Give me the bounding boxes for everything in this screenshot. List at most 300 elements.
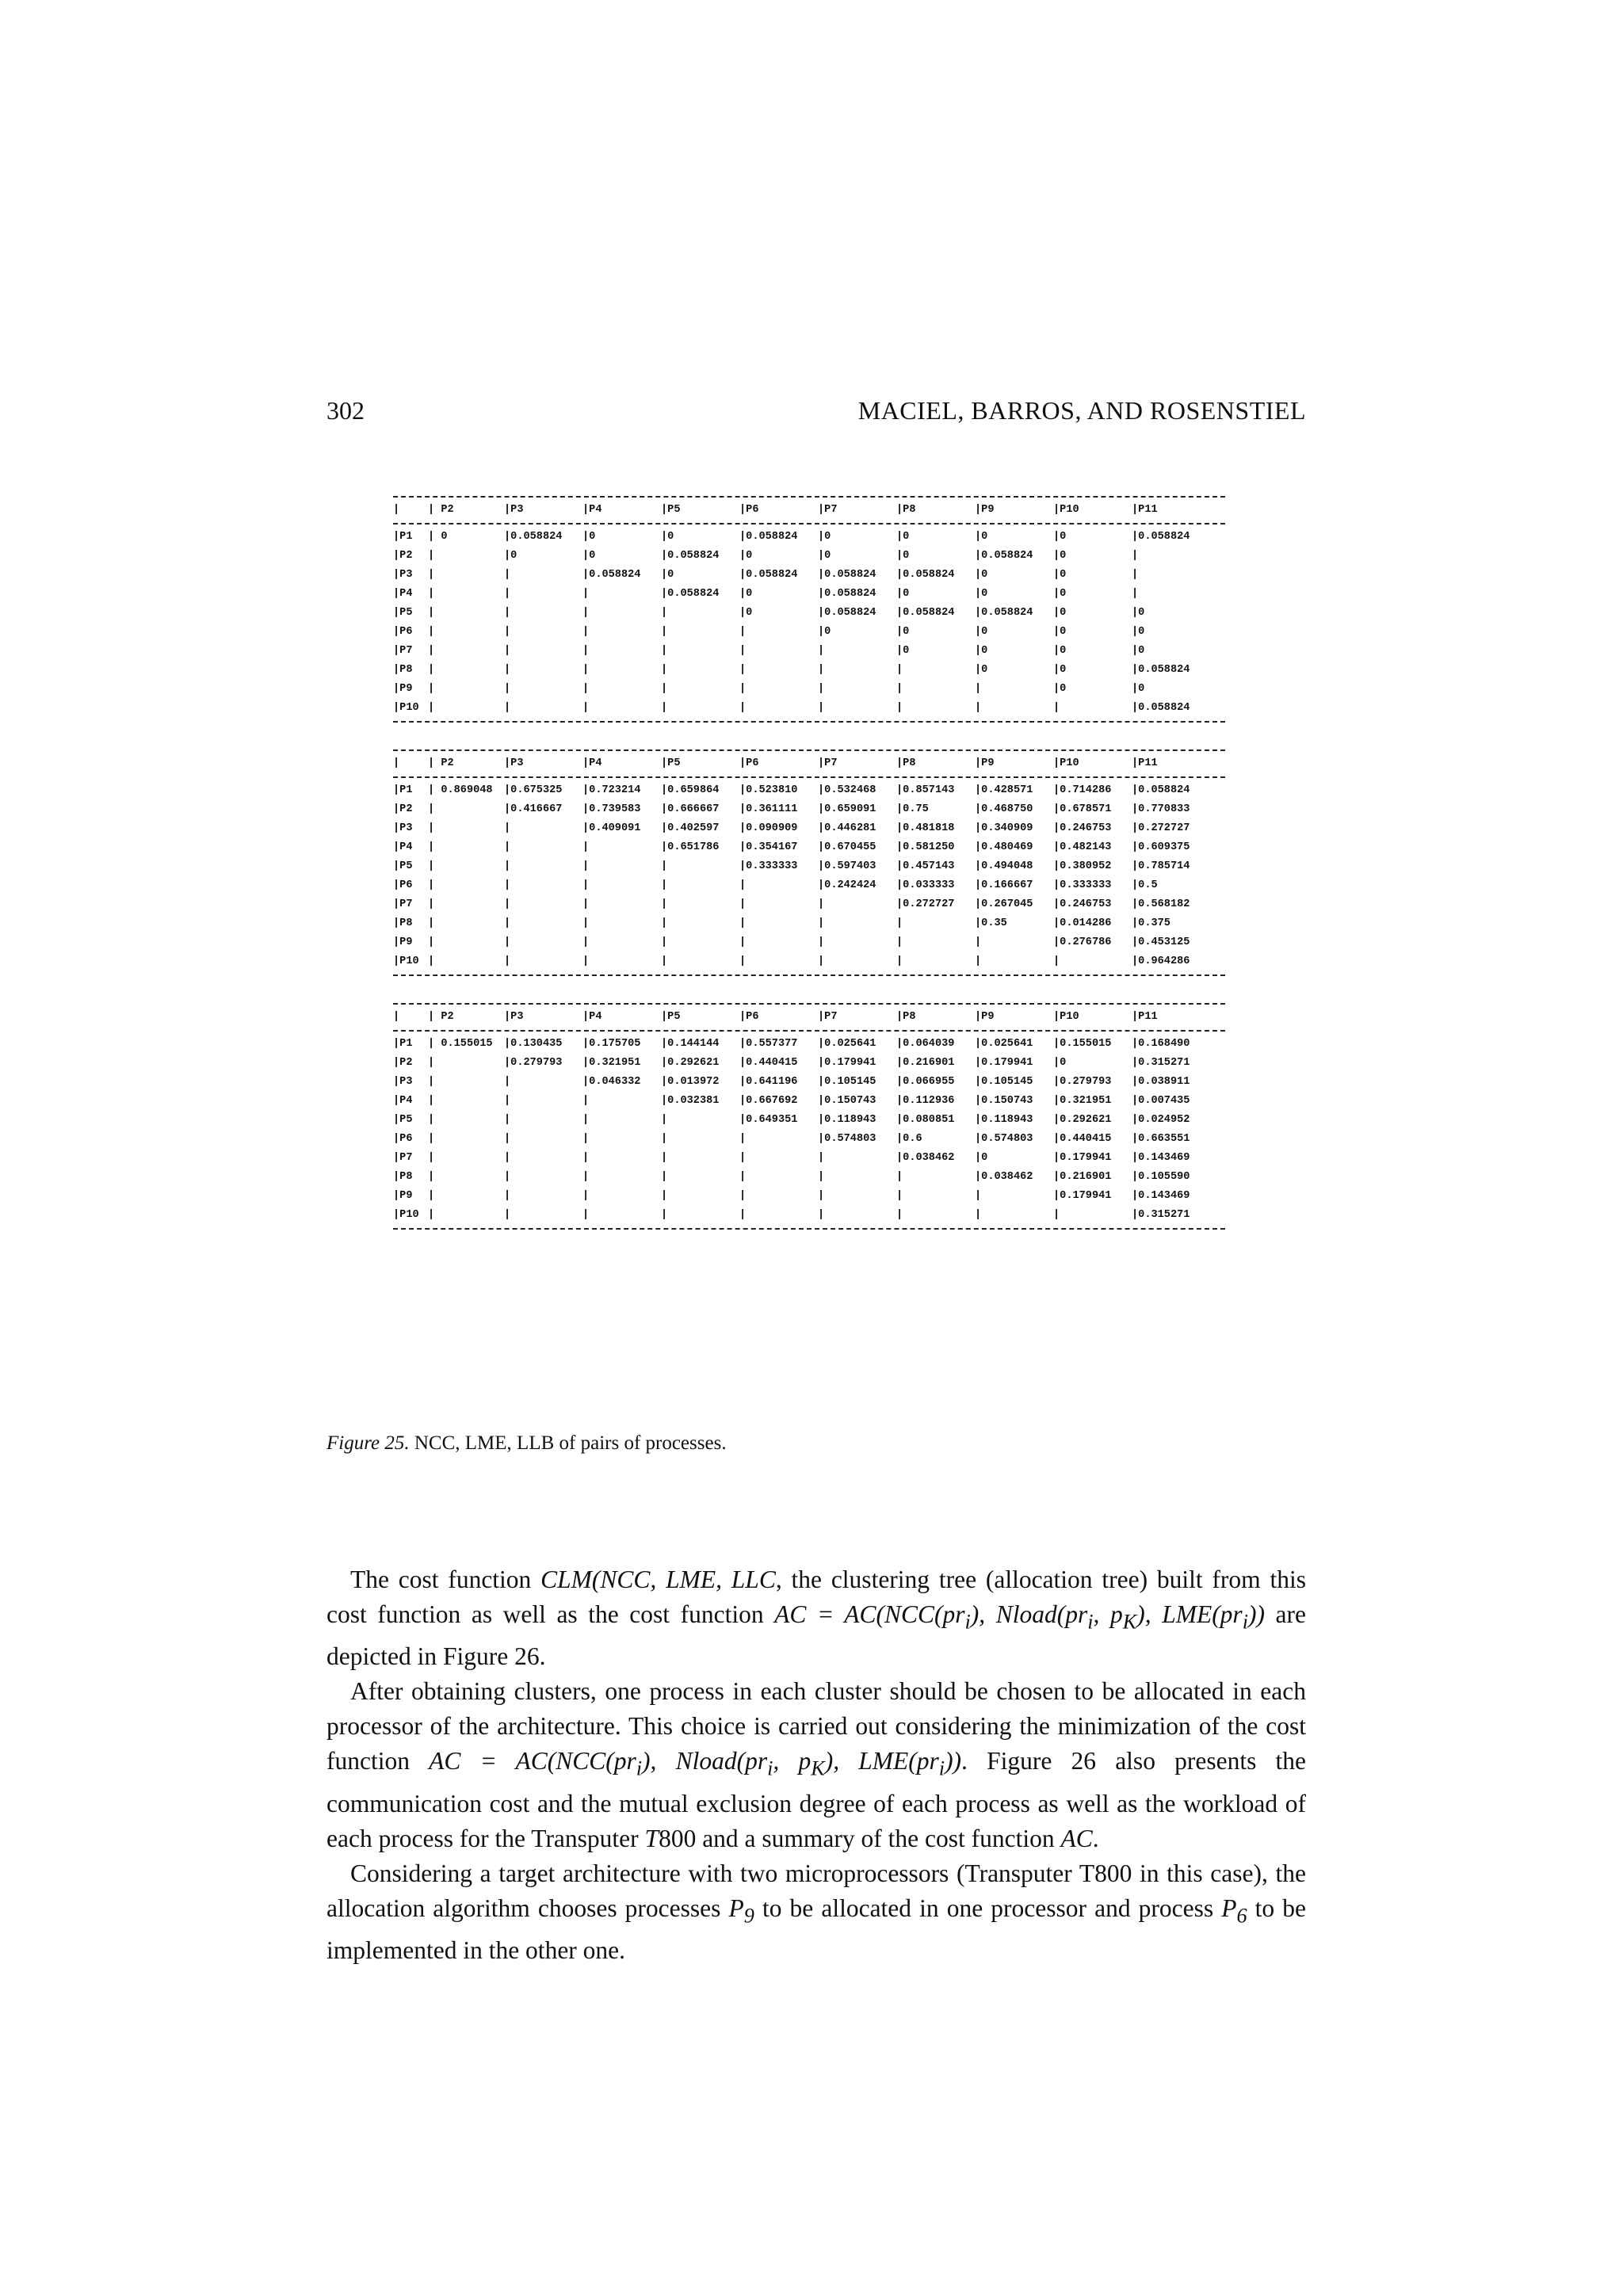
table-cell: |0.279793 [504, 1057, 563, 1069]
column-header: |P6 [739, 504, 759, 516]
table-cell: | [582, 588, 590, 600]
table-cell: |0.714286 [1053, 784, 1112, 796]
table-cell: | [428, 1152, 441, 1164]
table-cell: |0.609375 [1132, 841, 1190, 853]
row-label: |P10 [393, 955, 419, 967]
table-cell: |0 [1132, 607, 1145, 619]
table-cell: |0 [1132, 683, 1145, 695]
table-cell: |0.659091 [818, 803, 876, 815]
table-cell: | [818, 1152, 825, 1164]
table-cell: | [661, 898, 668, 910]
table-cell: |0.058824 [818, 569, 876, 581]
paragraph-2 [327, 1674, 1306, 1855]
table-cell: | [504, 936, 511, 948]
running-head: MACIEL, BARROS, AND ROSENSTIEL [857, 396, 1306, 425]
table-cell: |0.105145 [818, 1076, 876, 1088]
table-row [393, 566, 1210, 585]
table-cell: |0.428571 [975, 784, 1033, 796]
table-cell: |0.5 [1132, 879, 1158, 891]
table-cell: |0 [975, 626, 988, 638]
table-cell: | [582, 664, 590, 676]
table-cell: | [504, 607, 511, 619]
math-span: T [644, 1824, 659, 1852]
table-cell: | [896, 683, 903, 695]
table-cell: |0.058824 [896, 569, 955, 581]
table-cell: | [739, 1171, 747, 1183]
row-label: |P4 [393, 841, 413, 853]
table-cell: |0.038462 [896, 1152, 955, 1164]
table-cell: | [428, 841, 441, 853]
column-header: |P6 [739, 757, 759, 769]
math-span [1221, 1894, 1247, 1927]
math-part: AC = AC(NCC(pr [774, 1600, 965, 1628]
table-cell: |0.333333 [1053, 879, 1112, 891]
table-cell: |0.416667 [504, 803, 563, 815]
table-cell: |0.315271 [1132, 1209, 1190, 1221]
table-row [393, 1054, 1210, 1073]
column-header: |P10 [1053, 757, 1079, 769]
table-cell: | [582, 1095, 590, 1107]
pair-table-body [393, 781, 1210, 971]
table-cell: |0.038462 [975, 1171, 1033, 1183]
column-header: |P9 [975, 757, 995, 769]
text-span: 800 and a summary of the cost function [659, 1824, 1061, 1852]
table-cell: | [504, 879, 511, 891]
table-cell: | [739, 626, 747, 638]
row-label: |P9 [393, 936, 413, 948]
header-corner-cell: | [393, 757, 400, 769]
column-header: |P9 [975, 504, 995, 516]
table-row [393, 528, 1210, 547]
table-cell: | [428, 1114, 441, 1126]
table-cell: |0.058824 [661, 588, 720, 600]
caption-label: Figure 25. [327, 1432, 410, 1454]
row-label: |P1 [393, 1038, 413, 1050]
table-cell: | [428, 955, 441, 967]
column-header: |P4 [582, 757, 602, 769]
table-cell: | [661, 683, 668, 695]
table-cell: | [428, 879, 441, 891]
table-cell: | [582, 860, 590, 872]
table-cell: |0 [818, 550, 831, 562]
table-cell: |0.143469 [1132, 1190, 1190, 1202]
row-label: |P10 [393, 702, 419, 714]
table-row [393, 1035, 1210, 1054]
table-cell: | [428, 1057, 441, 1069]
table-cell: | [504, 841, 511, 853]
table-cell: | [504, 822, 511, 834]
row-label: |P8 [393, 1171, 413, 1183]
table-cell: | [428, 1076, 441, 1088]
table-cell: |0.666667 [661, 803, 720, 815]
table-cell: |0.058824 [896, 607, 955, 619]
table-row [393, 800, 1210, 819]
table-cell: |0.532468 [818, 784, 876, 796]
table-cell: | [739, 936, 747, 948]
table-header-row [393, 754, 1210, 773]
table-row [393, 680, 1210, 699]
table-row [393, 661, 1210, 680]
text-span: are depicted in Figure 26. [327, 1600, 1307, 1671]
table-cell: | [1132, 569, 1139, 581]
column-header: |P3 [504, 1011, 524, 1023]
table-cell: | [582, 1209, 590, 1221]
table-cell: |0.667692 [739, 1095, 798, 1107]
dashed-rule [393, 749, 1225, 751]
column-header: |P11 [1132, 504, 1158, 516]
table-cell: |0 [739, 607, 753, 619]
dashed-rule [393, 496, 1225, 498]
table-cell: | [661, 1171, 668, 1183]
table-cell: | [504, 1076, 511, 1088]
math-sub: 9 [743, 1903, 754, 1927]
table-cell: |0 [582, 550, 596, 562]
table-cell: | [975, 683, 982, 695]
table-cell: | [428, 550, 441, 562]
table-cell: | [661, 1209, 668, 1221]
table-row [393, 1206, 1210, 1225]
table-cell: | [661, 626, 668, 638]
table-cell: |0 [896, 645, 910, 657]
table-cell: |0.279793 [1053, 1076, 1112, 1088]
table-cell: |0.105590 [1132, 1171, 1190, 1183]
table-cell: | [504, 1114, 511, 1126]
row-label: |P5 [393, 607, 413, 619]
table-cell: |0.574803 [818, 1133, 876, 1145]
table-cell: | [661, 955, 668, 967]
text-span: , the clustering tree (allocation tree) built from this cost function as well as the cost function [327, 1566, 1306, 1628]
table-cell: |0 [818, 531, 831, 543]
table-cell: |0.166667 [975, 879, 1033, 891]
pair-table [393, 501, 1210, 520]
table-cell: | [582, 898, 590, 910]
row-label: |P5 [393, 1114, 413, 1126]
table-cell: | [582, 645, 590, 657]
table-cell: |0.568182 [1132, 898, 1190, 910]
dashed-rule [393, 974, 1225, 976]
table-cell: | [818, 1190, 825, 1202]
table-cell: |0.361111 [739, 803, 798, 815]
table-cell: |0.058824 [975, 550, 1033, 562]
table-cell: |0.523810 [739, 784, 798, 796]
math-sub: 6 [1236, 1903, 1247, 1927]
table-row [393, 895, 1210, 914]
table-cell: |0.024952 [1132, 1114, 1190, 1126]
row-label: |P1 [393, 784, 413, 796]
table-row [393, 1168, 1210, 1187]
column-header: |P6 [739, 1011, 759, 1023]
table-row [393, 1149, 1210, 1168]
table-cell: | [896, 917, 903, 929]
table-cell: |0.066955 [896, 1076, 955, 1088]
header-corner-cell: | [393, 1011, 400, 1023]
table-cell: | [661, 702, 668, 714]
table-row [393, 838, 1210, 857]
table-cell: | [504, 1133, 511, 1145]
table-cell: |0.179941 [818, 1057, 876, 1069]
row-label: |P9 [393, 683, 413, 695]
table-cell: |0.216901 [1053, 1171, 1112, 1183]
table-cell: | [896, 1171, 903, 1183]
table-cell: |0.246753 [1053, 822, 1112, 834]
table-cell: | [661, 645, 668, 657]
math-part: P [1221, 1894, 1237, 1922]
table-cell: |0.964286 [1132, 955, 1190, 967]
table-cell: | [504, 1190, 511, 1202]
table-cell: | [428, 607, 441, 619]
table-cell: | [896, 955, 903, 967]
table-cell: |0.315271 [1132, 1057, 1190, 1069]
table-cell: | 0.869048 [428, 784, 493, 796]
table-cell: |0.409091 [582, 822, 641, 834]
table-cell: |0.105145 [975, 1076, 1033, 1088]
page-header [327, 396, 1306, 428]
math-part: AC = AC(NCC(pr [429, 1747, 636, 1775]
table-cell: | [739, 1209, 747, 1221]
table-cell: |0.130435 [504, 1038, 563, 1050]
table-row [393, 876, 1210, 895]
table-cell: |0.292621 [1053, 1114, 1112, 1126]
row-label: |P3 [393, 569, 413, 581]
math-sub: i [767, 1756, 773, 1780]
table-row [393, 642, 1210, 661]
table-cell: | [428, 1133, 441, 1145]
table-cell: |0 [975, 588, 988, 600]
table-cell: | [504, 1171, 511, 1183]
table-cell: |0 [1053, 664, 1067, 676]
table-cell: |0.080851 [896, 1114, 955, 1126]
table-cell: |0.025641 [818, 1038, 876, 1050]
table-cell: |0 [1053, 588, 1067, 600]
table-cell: |0.216901 [896, 1057, 955, 1069]
table-cell: | [504, 626, 511, 638]
table-cell: | [428, 1095, 441, 1107]
table-cell: |0.179941 [1053, 1152, 1112, 1164]
math-sub: i [938, 1756, 945, 1780]
table-cell: |0.675325 [504, 784, 563, 796]
table-cell: |0.723214 [582, 784, 641, 796]
math-span: CLM(NCC, LME, LLC [540, 1566, 776, 1593]
table-cell: |0.058824 [818, 607, 876, 619]
math-sub: i [636, 1756, 643, 1780]
table-cell: |0.659864 [661, 784, 720, 796]
table-cell: |0.267045 [975, 898, 1033, 910]
table-cell: | [582, 1171, 590, 1183]
table-row [393, 1092, 1210, 1111]
table-cell: |0.058824 [975, 607, 1033, 619]
row-label: |P3 [393, 822, 413, 834]
table-cell: |0.402597 [661, 822, 720, 834]
table-cell: |0 [504, 550, 517, 562]
text-span: to be implemented in the other one. [327, 1894, 1307, 1964]
table-cell: | [739, 1190, 747, 1202]
math-span [774, 1600, 1265, 1634]
table-cell: | [504, 664, 511, 676]
table-cell: |0 [661, 531, 674, 543]
table-cell: |0 [739, 550, 753, 562]
table-cell: | [739, 879, 747, 891]
pair-table-body [393, 528, 1210, 718]
row-label: |P10 [393, 1209, 419, 1221]
table-cell: | [428, 860, 441, 872]
table-cell: |0.440415 [1053, 1133, 1112, 1145]
table-cell: | [582, 1152, 590, 1164]
table-cell: |0 [1053, 1057, 1067, 1069]
math-part: ), Nload(pr [970, 1600, 1088, 1628]
table-cell: |0 [896, 626, 910, 638]
table-cell: | [1053, 955, 1060, 967]
row-label: |P2 [393, 550, 413, 562]
math-span: AC [1060, 1824, 1093, 1852]
table-cell: |0 [1053, 550, 1067, 562]
dashed-rule [393, 1228, 1225, 1230]
column-header: |P11 [1132, 757, 1158, 769]
table-cell: |0.007435 [1132, 1095, 1190, 1107]
table-cell: | [428, 898, 441, 910]
table-cell: | [428, 1209, 441, 1221]
row-label: |P6 [393, 879, 413, 891]
row-label: |P3 [393, 1076, 413, 1088]
table-cell: |0.033333 [896, 879, 955, 891]
column-header: |P11 [1132, 1011, 1158, 1023]
row-label: |P4 [393, 1095, 413, 1107]
dashed-rule [393, 1003, 1225, 1005]
table-cell: |0.494048 [975, 860, 1033, 872]
table-cell: | [582, 917, 590, 929]
table-cell: | [896, 702, 903, 714]
table-cell: | [504, 1095, 511, 1107]
column-header: |P7 [818, 1011, 838, 1023]
table-cell: |0.025641 [975, 1038, 1033, 1050]
lme-table [393, 749, 1225, 976]
table-header-row [393, 1008, 1210, 1027]
table-cell: | [504, 645, 511, 657]
math-part: P [728, 1894, 744, 1922]
table-cell: | [428, 702, 441, 714]
table-cell: | [661, 917, 668, 929]
body-text [327, 1562, 1306, 1968]
table-cell: | [582, 683, 590, 695]
table-cell: |0.6 [896, 1133, 922, 1145]
table-cell: |0.581250 [896, 841, 955, 853]
llb-table [393, 1003, 1225, 1230]
table-cell: |0.481818 [896, 822, 955, 834]
table-cell: |0 [1053, 607, 1067, 619]
table-cell: | [1132, 588, 1139, 600]
table-cell: |0.354167 [739, 841, 798, 853]
table-cell: | [818, 1171, 825, 1183]
table-cell: | [428, 664, 441, 676]
dashed-rule [393, 523, 1225, 524]
table-cell: |0.058824 [1132, 531, 1190, 543]
table-cell: |0.058824 [1132, 784, 1190, 796]
table-cell: | [582, 1133, 590, 1145]
paragraph-1 [327, 1562, 1306, 1674]
table-cell: | [428, 917, 441, 929]
table-cell: | 0 [428, 531, 448, 543]
math-sub: K [811, 1756, 825, 1780]
column-header: |P8 [896, 504, 916, 516]
table-cell: | [896, 936, 903, 948]
table-cell: | [818, 955, 825, 967]
column-header: |P5 [661, 757, 681, 769]
table-cell: |0.276786 [1053, 936, 1112, 948]
text-span: . Figure 26 also presents the communication cost and the mutual exclusion degree of each process as well as the workload of each process for the Transputer [327, 1747, 1307, 1852]
table-row [393, 933, 1210, 952]
table-cell: |0.468750 [975, 803, 1033, 815]
table-cell: | [582, 626, 590, 638]
table-cell: |0.857143 [896, 784, 955, 796]
table-cell: |0.144144 [661, 1038, 720, 1050]
table-cell: |0.739583 [582, 803, 641, 815]
table-cell: |0.480469 [975, 841, 1033, 853]
table-cell: |0.574803 [975, 1133, 1033, 1145]
text-span: Considering a target architecture with two microprocessors (Transputer T800 in this case), the allocation algorithm chooses processes [327, 1859, 1306, 1922]
pair-table [393, 754, 1210, 773]
text-span: After obtaining clusters, one process in each cluster should be chosen to be allocated in each processor of the architecture. This choice is carried out considering the minimization of the cost function [327, 1677, 1306, 1775]
table-cell: | [582, 841, 590, 853]
math-sub: i [1242, 1610, 1248, 1634]
table-cell: |0 [1053, 569, 1067, 581]
table-cell: |0 [1132, 645, 1145, 657]
table-cell: |0.321951 [582, 1057, 641, 1069]
table-cell: |0.168490 [1132, 1038, 1190, 1050]
table-cell: |0 [896, 588, 910, 600]
table-cell: |0.150743 [975, 1095, 1033, 1107]
table-cell: | [504, 1209, 511, 1221]
table-cell: | [818, 683, 825, 695]
table-cell: | [896, 1190, 903, 1202]
table-cell: |0 [975, 645, 988, 657]
table-cell: |0.375 [1132, 917, 1170, 929]
table-cell: | [504, 898, 511, 910]
dashed-rule [393, 1030, 1225, 1032]
table-cell: | [504, 917, 511, 929]
table-cell: |0.150743 [818, 1095, 876, 1107]
table-cell: | [582, 955, 590, 967]
table-cell: |0.179941 [975, 1057, 1033, 1069]
table-row [393, 781, 1210, 800]
table-cell: |0.457143 [896, 860, 955, 872]
table-cell: |0.064039 [896, 1038, 955, 1050]
table-cell: | [975, 702, 982, 714]
table-cell: | [582, 702, 590, 714]
table-cell: |0 [975, 531, 988, 543]
column-header: |P4 [582, 1011, 602, 1023]
column-header: |P3 [504, 504, 524, 516]
table-cell: | [1053, 702, 1060, 714]
figure-caption [327, 1432, 727, 1455]
table-cell: |0 [896, 550, 910, 562]
row-label: |P9 [393, 1190, 413, 1202]
math-span [728, 1894, 754, 1927]
table-cell: | [1053, 1209, 1060, 1221]
column-header: |P4 [582, 504, 602, 516]
row-label: |P4 [393, 588, 413, 600]
math-part: , p [1093, 1600, 1123, 1628]
table-cell: |0.440415 [739, 1057, 798, 1069]
table-cell: | [504, 588, 511, 600]
table-cell: |0.090909 [739, 822, 798, 834]
table-row [393, 585, 1210, 604]
row-label: |P2 [393, 803, 413, 815]
table-cell: | [818, 664, 825, 676]
table-cell: | [504, 955, 511, 967]
table-cell: |0.597403 [818, 860, 876, 872]
column-header: |P7 [818, 504, 838, 516]
table-cell: |0.058824 [739, 569, 798, 581]
pair-table-body [393, 1035, 1210, 1225]
